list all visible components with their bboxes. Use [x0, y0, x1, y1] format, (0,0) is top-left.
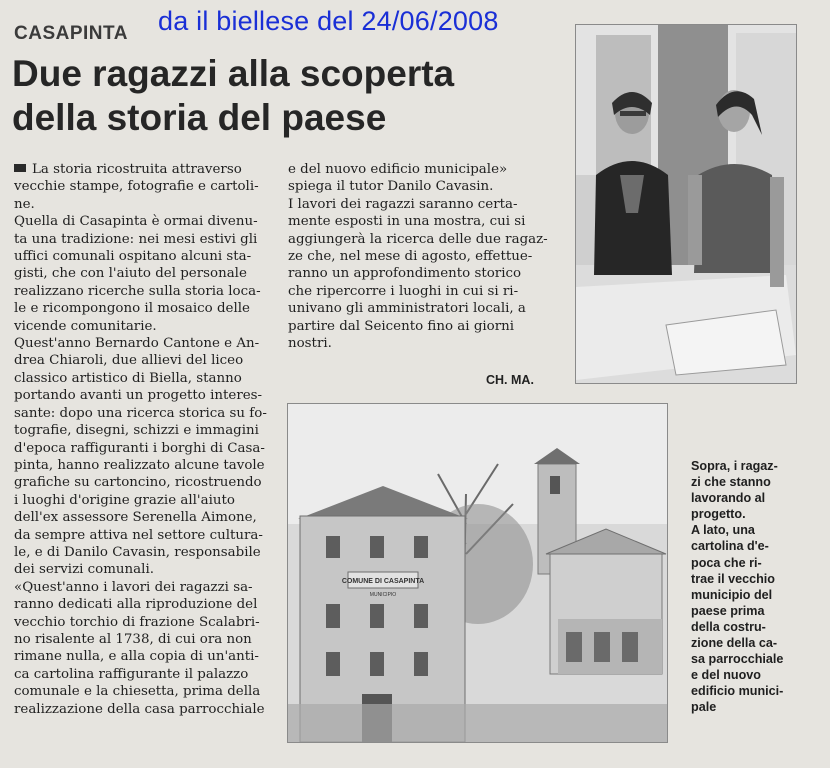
article-line: nostri.	[288, 336, 332, 352]
article-line: drea Chiaroli, due allievi del liceo	[14, 353, 244, 369]
caption-line: poca che ri-	[691, 555, 762, 570]
article-line: ranno un approfondimento storico	[288, 266, 522, 282]
source-note: da il biellese del 24/06/2008	[158, 6, 499, 36]
article-line: i luoghi d'origine grazie all'aiuto	[14, 492, 235, 508]
caption-line: zi che stanno	[691, 475, 771, 490]
article-line: d'epoca raffiguranti i borghi di Casa-	[14, 440, 265, 456]
article-line: che ripercorre i luoghi in cui si ri-	[288, 283, 519, 299]
postcard-sign-text: COMUNE DI CASAPINTA	[341, 578, 425, 585]
article-line: ne.	[14, 196, 35, 212]
caption-line: A lato, una	[691, 523, 755, 538]
caption-line: trae il vecchio	[691, 571, 775, 586]
caption-line: zione della ca-	[691, 636, 778, 651]
article-line: le e ricompongono il mosaico delle	[14, 301, 250, 317]
article-line: realizzano ricerche sulla storia loca-	[14, 283, 261, 299]
article-line: spiega il tutor Danilo Cavasin.	[288, 179, 494, 195]
postcard-sign-subtext: MUNICIPIO	[369, 592, 397, 598]
photo-postcard-image	[288, 404, 667, 742]
photo-students-image	[576, 25, 796, 383]
article-line: gisti, che con l'aiuto del personale	[14, 266, 247, 282]
article-line: pinta, hanno realizzato alcune tavole	[14, 457, 265, 473]
article-column-2	[288, 161, 548, 352]
article-line: rimane nulla, e alla copia di un'anti-	[14, 649, 259, 665]
article-line: «Quest'anno i lavori dei ragazzi sa-	[14, 579, 253, 595]
caption-line: Sopra, i ragaz-	[691, 459, 778, 473]
article-line: no risalente al 1738, di cui ora non	[14, 631, 252, 647]
article-line: ze che, nel mese di agosto, effettue-	[288, 249, 533, 265]
article-line: grafiche su cartoncino, ricostruendo	[14, 475, 262, 491]
headline-line-2: della storia del paese	[12, 97, 387, 138]
article-line: La storia ricostruita attraverso	[14, 161, 272, 178]
bullet-square-icon	[14, 164, 26, 172]
headline	[12, 52, 572, 140]
article-line: portando avanti un progetto interes-	[14, 388, 263, 404]
article-line: e del nuovo edificio municipale»	[288, 162, 508, 177]
caption-line: municipio del	[691, 587, 773, 602]
article-line: sante: dopo una ricerca storica su fo-	[14, 405, 267, 421]
article-line: classico artistico di Biella, stanno	[14, 370, 242, 386]
article-line: partire dal Seicento fino ai giorni	[288, 318, 515, 334]
article-line: dell'ex assessore Serenella Aimone,	[14, 510, 257, 526]
article-line: univano gli amministratori locali, a	[288, 301, 526, 317]
article-line: tografie, disegni, schizzi e immagini	[14, 423, 259, 439]
caption-line: della costru-	[691, 619, 766, 634]
caption-line: e del nuovo	[691, 668, 761, 683]
article-column-1	[14, 161, 272, 718]
caption-line: edificio munici-	[691, 684, 784, 699]
photo-caption	[691, 458, 793, 716]
article-line: ta una tradizione: nei mesi estivi gli	[14, 231, 258, 247]
article-line: vicende comunitarie.	[14, 318, 157, 334]
article-line: Quella di Casapinta è ormai divenu-	[14, 214, 258, 230]
article-line: da sempre attiva nel settore cultura-	[14, 527, 263, 543]
article-line: comunale e la chiesetta, prima della	[14, 684, 261, 700]
article-line: aggiungerà la ricerca delle due ragaz-	[288, 231, 548, 247]
article-line: uffici comunali ospitano alcuni sta-	[14, 249, 252, 265]
article-line: Quest'anno Bernardo Cantone e An-	[14, 336, 260, 352]
article-line: vecchie stampe, fotografie e cartoli-	[14, 179, 259, 195]
photo-students	[575, 24, 797, 384]
article-line: ca cartolina raffigurante il palazzo	[14, 666, 249, 682]
caption-line: sa parrocchiale	[691, 652, 784, 667]
article-line: realizzazione della casa parrocchiale	[14, 701, 265, 717]
caption-line: paese prima	[691, 603, 765, 618]
photo-postcard-municipio	[287, 403, 668, 743]
article-line: ranno dedicati alla riproduzione del	[14, 597, 258, 613]
byline: CH. MA.	[486, 373, 534, 387]
caption-line: lavorando al	[691, 491, 766, 506]
caption-line: cartolina d'e-	[691, 539, 769, 554]
headline-line-1: Due ragazzi alla scoperta	[12, 53, 455, 94]
article-line: vecchio torchio di frazione Scalabri-	[14, 614, 260, 630]
article-line: mente esposti in una mostra, cui si	[288, 214, 526, 230]
article-line: le, e di Danilo Cavasin, responsabile	[14, 544, 261, 560]
caption-line: progetto.	[691, 507, 746, 522]
section-label: CASAPINTA	[14, 23, 128, 44]
article-line: dei servizi comunali.	[14, 562, 154, 578]
article-line: I lavori dei ragazzi saranno certa-	[288, 196, 518, 212]
caption-line: pale	[691, 700, 717, 715]
